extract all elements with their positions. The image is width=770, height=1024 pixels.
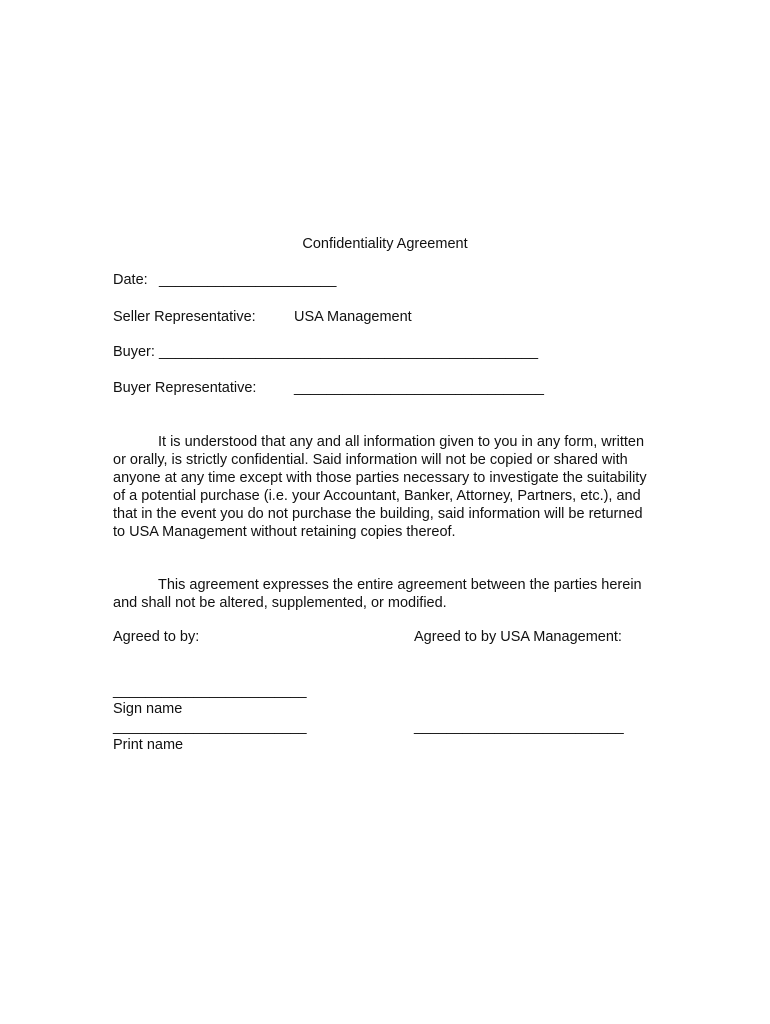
usa-signature-line: __________________________ — [414, 719, 624, 735]
confidentiality-paragraph — [113, 433, 653, 541]
seller-rep-label: Seller Representative: — [113, 309, 256, 325]
date-label: Date: — [113, 272, 148, 288]
buyer-rep-blank-line: _______________________________ — [294, 380, 544, 396]
document-title: Confidentiality Agreement — [302, 236, 468, 252]
entire-agreement-paragraph — [113, 576, 653, 612]
agreed-by-label: Agreed to by: — [113, 629, 200, 645]
buyer-label: Buyer: — [113, 344, 155, 360]
confidentiality-paragraph-text: It is understood that any and all information given to you in any form, written or orally, is strictly confidential. Said information will not be copied or shared with anyone at any time except with those parties necessary to investigate the suitability of a potential purchase (i.e. your Accountant, Banker, Attorney, Partners, etc.), and that in the event you do not purchase the building, said information will be returned to USA Management without retaining copies thereof. — [113, 434, 647, 540]
buyer-blank-line: _______________________________________________ — [159, 344, 539, 360]
buyer-rep-label: Buyer Representative: — [113, 380, 257, 396]
print-name-label: Print name — [113, 737, 184, 753]
date-blank-line: ______________________ — [159, 272, 337, 288]
agreed-by-usa-label: Agreed to by USA Management: — [414, 629, 622, 645]
sign-name-line: ________________________ — [113, 683, 307, 699]
print-name-line: ________________________ — [113, 719, 307, 735]
seller-rep-value: USA Management — [294, 309, 412, 325]
sign-name-label: Sign name — [113, 701, 183, 717]
entire-agreement-paragraph-text: This agreement expresses the entire agreement between the parties herein and shall not be altered, supplemented, or modified. — [113, 577, 642, 611]
